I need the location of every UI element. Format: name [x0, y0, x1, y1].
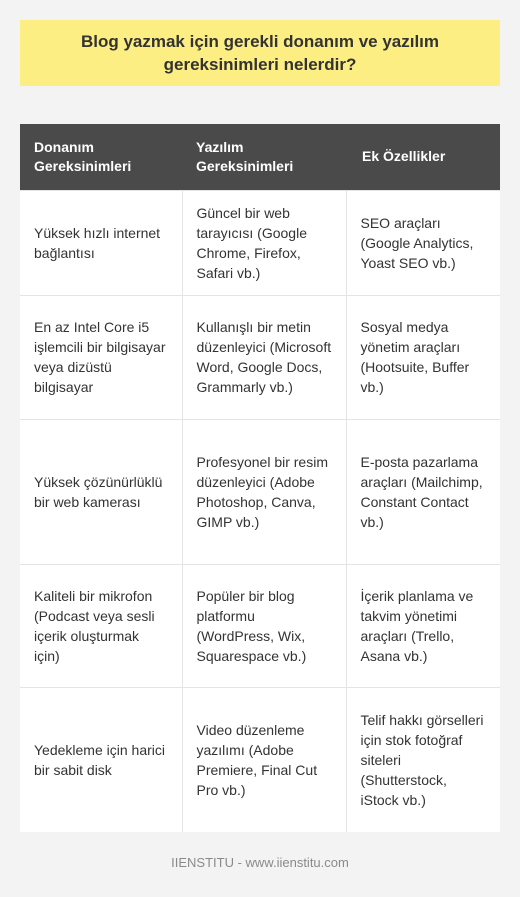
hardware-cell: Kaliteli bir mikrofon (Podcast veya sesli içerik oluşturmak için) — [20, 564, 182, 687]
table-row — [20, 419, 500, 564]
hardware-cell: En az Intel Core i5 işlemcili bir bilgisayar veya dizüstü bilgisayar — [20, 295, 182, 419]
hardware-cell: Yedekleme için harici bir sabit disk — [20, 687, 182, 832]
table-row — [20, 564, 500, 687]
page-title: Blog yazmak için gerekli donanım ve yazılım gereksinimleri nelerdir? — [20, 20, 500, 86]
extras-cell: Sosyal medya yönetim araçları (Hootsuite, Buffer vb.) — [346, 295, 500, 419]
software-cell: Kullanışlı bir metin düzenleyici (Microsoft Word, Google Docs, Grammarly vb.) — [182, 295, 346, 419]
extras-cell: E-posta pazarlama araçları (Mailchimp, Constant Contact vb.) — [346, 419, 500, 564]
header-extras: Ek Özellikler — [346, 124, 500, 190]
header-hardware: Donanım Gereksinimleri — [20, 124, 182, 190]
software-cell: Video düzenleme yazılımı (Adobe Premiere, Final Cut Pro vb.) — [182, 687, 346, 832]
table-header-row — [20, 124, 500, 190]
table-row — [20, 295, 500, 419]
table-row — [20, 687, 500, 832]
software-cell: Profesyonel bir resim düzenleyici (Adobe Photoshop, Canva, GIMP vb.) — [182, 419, 346, 564]
table-row — [20, 190, 500, 295]
extras-cell: Telif hakkı görselleri için stok fotoğraf siteleri (Shutterstock, iStock vb.) — [346, 687, 500, 832]
requirements-table — [20, 124, 500, 832]
footer-credit: IIENSTITU - www.iienstitu.com — [171, 855, 349, 870]
hardware-cell: Yüksek hızlı internet bağlantısı — [20, 190, 182, 295]
extras-cell: İçerik planlama ve takvim yönetimi araçları (Trello, Asana vb.) — [346, 564, 500, 687]
header-software: Yazılım Gereksinimleri — [182, 124, 346, 190]
hardware-cell: Yüksek çözünürlüklü bir web kamerası — [20, 419, 182, 564]
extras-cell: SEO araçları (Google Analytics, Yoast SEO vb.) — [346, 190, 500, 295]
software-cell: Popüler bir blog platformu (WordPress, Wix, Squarespace vb.) — [182, 564, 346, 687]
software-cell: Güncel bir web tarayıcısı (Google Chrome, Firefox, Safari vb.) — [182, 190, 346, 295]
